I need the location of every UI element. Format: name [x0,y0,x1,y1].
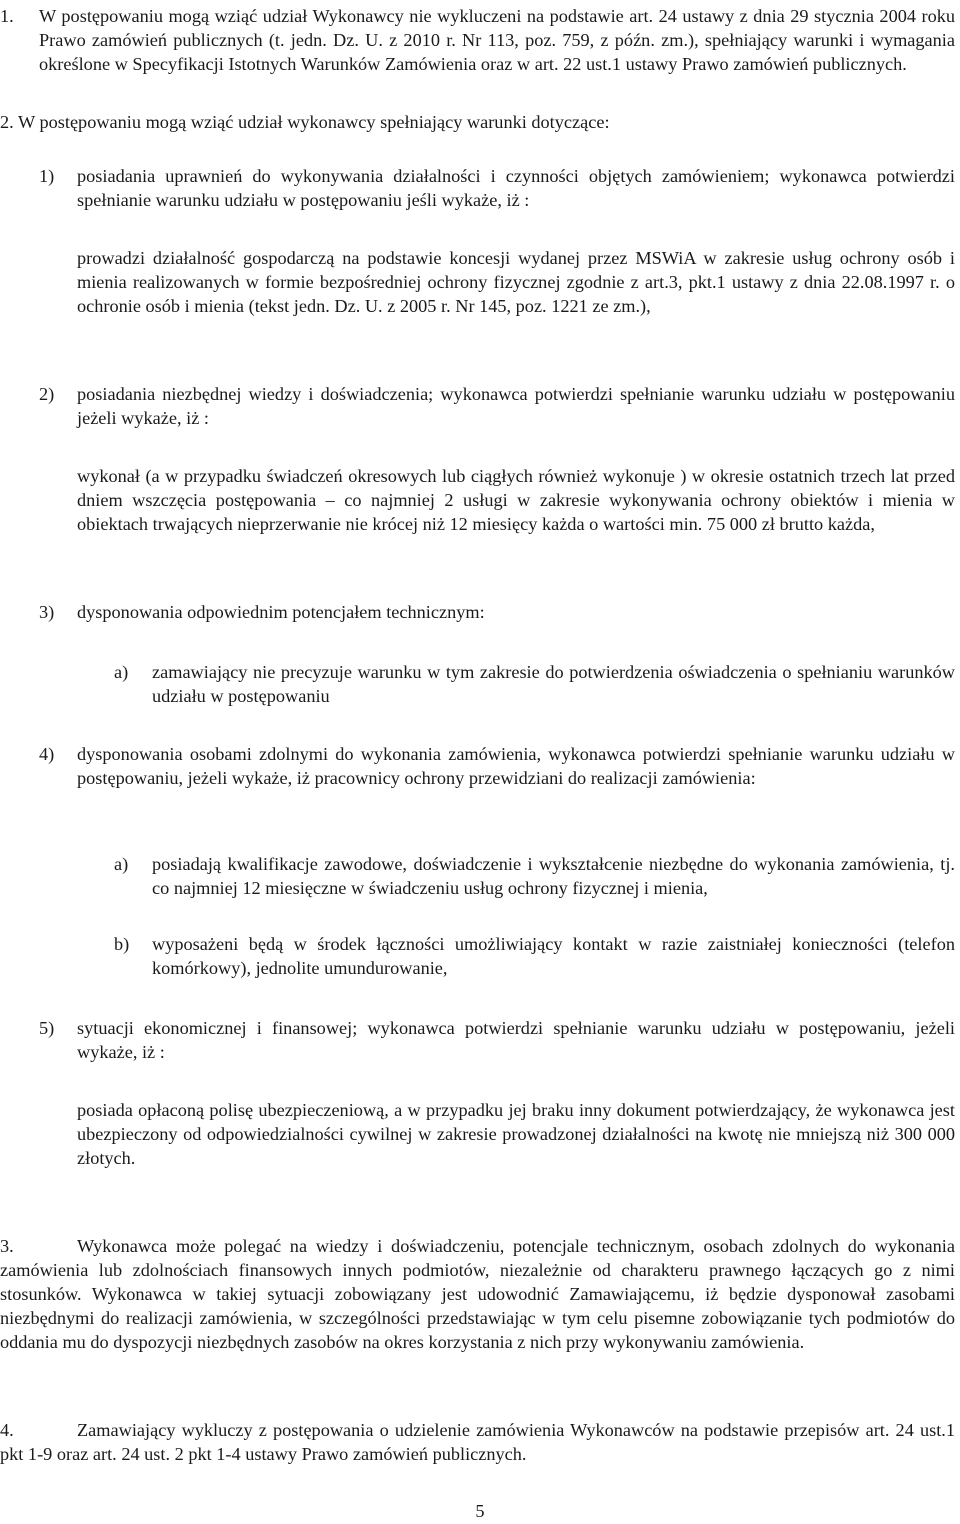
condition-5-number: 5) [39,1018,55,1038]
condition-4-a-label: a) [114,854,129,874]
paragraph-2-number: 2. [0,112,14,132]
paragraph-4 [0,1418,955,1466]
condition-4-number: 4) [39,744,55,764]
condition-4-a-text: posiadają kwalifikacje zawodowe, doświadczenie i wykształcenie niezbędne do wykonania zamówienia, tj. co najmniej 12 miesięczne w świadczeniu usług ochrony fizycznej i mienia, [152,854,955,898]
paragraph-2-text: W postępowaniu mogą wziąć udział wykonawcy spełniający warunki dotyczące: [17,112,610,132]
paragraph-1-number: 1. [0,6,14,26]
page-number: 5 [475,1501,485,1521]
condition-4-b-label: b) [114,934,130,954]
condition-2-number: 2) [39,384,55,404]
paragraph-4-number: 4. [0,1420,14,1440]
condition-3-a-text: zamawiający nie precyzuje warunku w tym zakresie do potwierdzenia oświadczenia o spełnianiu warunków udziału w postępowaniu [152,662,955,706]
condition-3-a-label: a) [114,662,129,682]
paragraph-3 [0,1234,955,1354]
condition-1-text: posiadania uprawnień do wykonywania działalności i czynności objętych zamówieniem; wykonawca potwierdzi spełnianie warunku udziału w postępowaniu jeśli wykaże, iż : [77,166,955,210]
paragraph-1-text: W postępowaniu mogą wziąć udział Wykonawcy nie wykluczeni na podstawie art. 24 ustawy z dnia 29 stycznia 2004 roku Prawo zamówień publicznych (t. jedn. Dz. U. z 2010 r. Nr 113, poz. 759, z późn. zm.), spełniający warunki i wymagania określone w Specyfikacji Istotnych Warunków Zamówienia oraz w art. 22 ust.1 ustawy Prawo zamówień publicznych. [39,6,955,74]
condition-3-number: 3) [39,602,55,622]
condition-1-detail: prowadzi działalność gospodarczą na podstawie koncesji wydanej przez MSWiA w zakresie usług ochrony osób i mienia realizowanych w formie bezpośredniej ochrony fizycznej zgodnie z art.3, pkt.1 ustawy z dnia 22.08.1997 r. o ochronie osób i mienia (tekst jedn. Dz. U. z 2005 r. Nr 145, poz. 1221 ze zm.), [77,248,955,316]
condition-5-detail: posiada opłaconą polisę ubezpieczeniową, a w przypadku jej braku inny dokument potwierdzający, że wykonawca jest ubezpieczony od odpowiedzialności cywilnej w zakresie prowadzonej działalności na kwotę nie mniejszą niż 300 000 złotych. [77,1100,955,1168]
paragraph-3-text: Wykonawca może polegać na wiedzy i doświadczeniu, potencjale technicznym, osobach zdolnych do wykonania zamówienia lub zdolnościach finansowych innych podmiotów, niezależnie od charakteru prawnego łączących go z nimi stosunków. Wykonawca w takiej sytuacji zobowiązany jest udowodnić Zamawiającemu, iż będzie dysponował zasobami niezbędnymi do realizacji zamówienia, w szczególności przedstawiając w tym celu pisemne zobowiązanie tych podmiotów do oddania mu do dyspozycji niezbędnych zasobów na okres korzystania z nich przy wykonywaniu zamówienia. [0,1236,955,1352]
condition-4-text: dysponowania osobami zdolnymi do wykonania zamówienia, wykonawca potwierdzi spełnianie warunku udziału w postępowaniu, jeżeli wykaże, iż pracownicy ochrony przewidziani do realizacji zamówienia: [77,744,955,788]
condition-1-number: 1) [39,166,55,186]
condition-4-b-text: wyposażeni będą w środek łączności umożliwiający kontakt w razie zaistniałej konieczności (telefon komórkowy), jednolite umundurowanie, [152,934,955,978]
paragraph-3-number: 3. [0,1236,14,1256]
paragraph-4-text: Zamawiający wykluczy z postępowania o udzielenie zamówienia Wykonawców na podstawie przepisów art. 24 ust.1 pkt 1-9 oraz art. 24 ust. 2 pkt 1-4 ustawy Prawo zamówień publicznych. [0,1420,955,1464]
condition-5-text: sytuacji ekonomicznej i finansowej; wykonawca potwierdzi spełnianie warunku udziału w postępowaniu, jeżeli wykaże, iż : [77,1018,955,1062]
paragraph-2 [0,110,955,134]
condition-3-text: dysponowania odpowiednim potencjałem technicznym: [77,602,485,622]
condition-2-text: posiadania niezbędnej wiedzy i doświadczenia; wykonawca potwierdzi spełnianie warunku udziału w postępowaniu jeżeli wykaże, iż : [77,384,955,428]
condition-2-detail: wykonał (a w przypadku świadczeń okresowych lub ciągłych również wykonuje ) w okresie ostatnich trzech lat przed dniem wszczęcia postępowania – co najmniej 2 usługi w zakresie wykonywania ochrony obiektów i mienia w obiektach trwających nieprzerwanie nie krócej niż 12 miesięcy każda o wartości min. 75 000 zł brutto każda, [77,466,955,534]
